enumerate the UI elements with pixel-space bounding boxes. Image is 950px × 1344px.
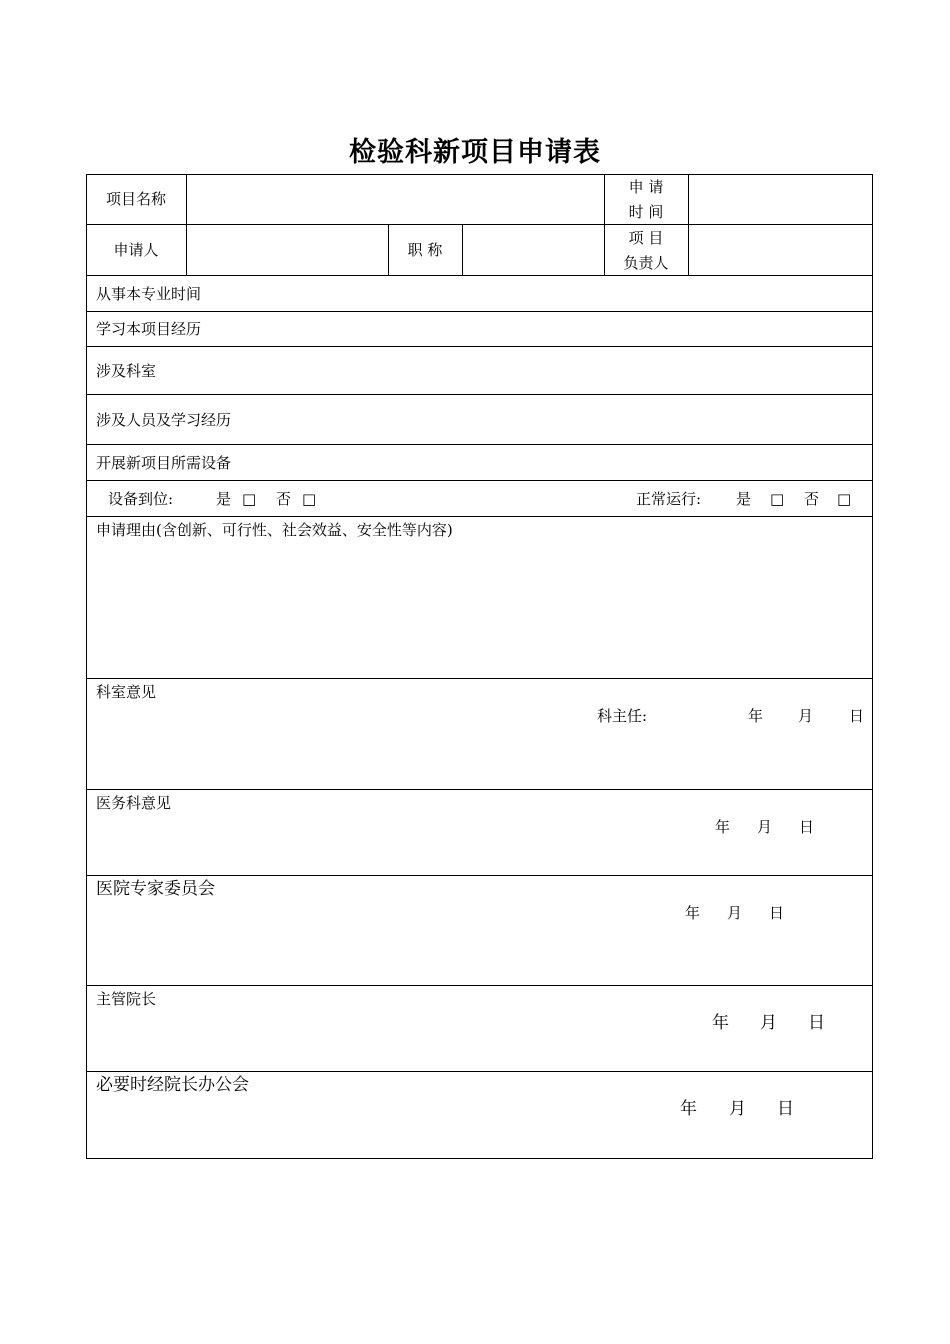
equipment-yes-checkbox[interactable]: □ bbox=[242, 490, 257, 508]
equipment-no-label: 否 bbox=[276, 490, 292, 508]
study-experience-label: 学习本项目经历 bbox=[96, 320, 202, 338]
row-divider bbox=[86, 346, 873, 347]
project-leader-field[interactable] bbox=[689, 225, 872, 274]
project-name-field[interactable] bbox=[187, 175, 603, 223]
job-title-label: 职 称 bbox=[407, 241, 443, 259]
equipment-yes-label: 是 bbox=[216, 490, 232, 508]
vp-year: 年 bbox=[712, 1013, 729, 1033]
equipment-label: 开展新项目所需设备 bbox=[96, 454, 232, 472]
row-divider bbox=[86, 275, 873, 276]
dept-director-label: 科主任: bbox=[597, 707, 648, 725]
normal-operation-label: 正常运行: bbox=[636, 490, 702, 508]
office-month: 月 bbox=[729, 1099, 746, 1119]
medical-month: 月 bbox=[757, 818, 773, 836]
job-title-field[interactable] bbox=[463, 225, 603, 274]
reason-label: 申请理由(含创新、可行性、社会效益、安全性等内容) bbox=[96, 521, 453, 539]
vp-day: 日 bbox=[808, 1013, 825, 1033]
dept-opinion-label: 科室意见 bbox=[96, 683, 157, 701]
normal-yes-label: 是 bbox=[736, 490, 752, 508]
medical-opinion-label: 医务科意见 bbox=[96, 794, 172, 812]
expert-committee-label: 医院专家委员会 bbox=[96, 879, 215, 899]
dept-month: 月 bbox=[798, 707, 814, 725]
medical-year: 年 bbox=[715, 818, 731, 836]
row-divider bbox=[86, 311, 873, 312]
applicant-label: 申请人 bbox=[113, 241, 159, 259]
dept-year: 年 bbox=[748, 707, 764, 725]
apply-time-label: 申 请 bbox=[628, 178, 664, 196]
departments-label: 涉及科室 bbox=[96, 362, 157, 380]
project-leader-label: 项 目 bbox=[628, 229, 664, 247]
president-office-label: 必要时经院长办公会 bbox=[96, 1075, 249, 1095]
row-divider bbox=[86, 1071, 873, 1072]
row-divider bbox=[86, 678, 873, 679]
applicant-field[interactable] bbox=[187, 225, 387, 274]
normal-yes-checkbox[interactable]: □ bbox=[770, 490, 785, 508]
expert-year: 年 bbox=[685, 904, 701, 922]
equipment-in-place-label: 设备到位: bbox=[108, 490, 174, 508]
row-divider bbox=[86, 444, 873, 445]
vice-president-label: 主管院长 bbox=[96, 990, 157, 1008]
project-leader-label: 负责人 bbox=[623, 254, 669, 272]
dept-day: 日 bbox=[849, 707, 865, 725]
row-divider bbox=[86, 480, 873, 481]
row-divider bbox=[86, 516, 873, 517]
row-divider bbox=[86, 789, 873, 790]
row-divider bbox=[86, 875, 873, 876]
professional-time-label: 从事本专业时间 bbox=[96, 285, 202, 303]
office-day: 日 bbox=[777, 1099, 794, 1119]
medical-day: 日 bbox=[799, 818, 815, 836]
row-divider bbox=[86, 394, 873, 395]
expert-day: 日 bbox=[769, 904, 785, 922]
apply-time-field[interactable] bbox=[689, 175, 872, 223]
vp-month: 月 bbox=[760, 1013, 777, 1033]
expert-month: 月 bbox=[727, 904, 743, 922]
project-name-label: 项目名称 bbox=[105, 190, 166, 208]
equipment-no-checkbox[interactable]: □ bbox=[302, 490, 317, 508]
personnel-label: 涉及人员及学习经历 bbox=[96, 411, 232, 429]
apply-time-label: 时 间 bbox=[628, 203, 664, 221]
form-title: 检验科新项目申请表 bbox=[349, 137, 601, 168]
row-divider bbox=[86, 985, 873, 986]
normal-no-checkbox[interactable]: □ bbox=[837, 490, 852, 508]
normal-no-label: 否 bbox=[804, 490, 820, 508]
reason-field[interactable] bbox=[87, 540, 872, 677]
office-year: 年 bbox=[680, 1099, 697, 1119]
